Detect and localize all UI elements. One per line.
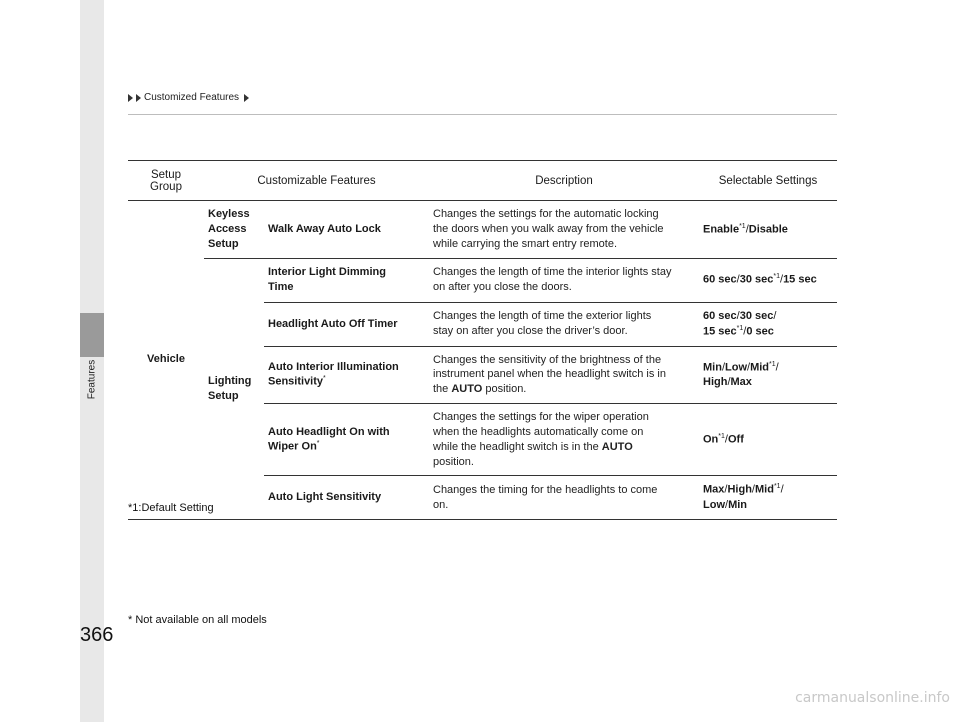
description: Changes the length of time the interior lights stay on after you close the doors. — [429, 258, 699, 302]
arrow-right-icon — [244, 94, 249, 102]
header-divider — [128, 114, 837, 115]
selectable-settings: Enable$^{*1}$/Disable — [699, 201, 837, 259]
group-vehicle: Vehicle — [128, 201, 204, 520]
breadcrumb-section[interactable]: Customized Features — [144, 92, 240, 103]
side-tab-label-wrap — [80, 0, 104, 722]
header-selectable-settings: Selectable Settings — [699, 161, 837, 201]
arrow-right-icon — [128, 94, 133, 102]
customized-features-table — [128, 160, 837, 520]
breadcrumb — [128, 92, 250, 103]
watermark: carmanualsonline.info — [795, 690, 950, 706]
selectable-settings: 60 sec/30 $\sec^{*1}/15$ sec — [699, 258, 837, 302]
description: Changes the length of time the exterior lights stay on after you close the driver’s door. — [429, 302, 699, 346]
subgroup-lighting-setup: Lighting Setup — [204, 258, 264, 519]
selectable-settings: Min/Low/Mid$^{*1}$/ High/Max — [699, 346, 837, 404]
feature-auto-light-sensitivity: Auto Light Sensitivity — [264, 476, 429, 519]
feature-walk-away-auto-lock: Walk Away Auto Lock — [264, 201, 429, 259]
feature-interior-light-dimming-time: Interior Light Dimming Time — [264, 258, 429, 302]
feature-auto-headlight-on-with-wiper-on: Auto Headlight On with Wiper On* — [264, 404, 429, 476]
selectable-settings: On$^{*1}$/Off — [699, 404, 837, 476]
feature-headlight-auto-off-timer: Headlight Auto Off Timer — [264, 302, 429, 346]
side-tab-label: Features — [86, 359, 98, 400]
description: Changes the sensitivity of the brightness of the instrument panel when the headlight switch is in the AUTO position. — [429, 346, 699, 404]
table-row — [128, 201, 837, 259]
description: Changes the timing for the headlights to come on. — [429, 476, 699, 519]
page-number: 366 — [80, 624, 114, 646]
arrow-right-icon — [136, 94, 141, 102]
selectable-settings: 60 sec/30 sec/ 15 $\sec^{*1}/0$ sec — [699, 302, 837, 346]
model-availability-note: * Not available on all models — [128, 614, 267, 626]
subgroup-keyless-access-setup: Keyless Access Setup — [204, 201, 264, 259]
table-header-row — [128, 161, 837, 201]
feature-auto-interior-illumination-sensitivity: Auto Interior Illumination Sensitivity* — [264, 346, 429, 404]
header-description: Description — [429, 161, 699, 201]
table-row — [128, 258, 837, 302]
description: Changes the settings for the automatic locking the doors when you walk away from the vehicle while carrying the smart entry remote. — [429, 201, 699, 259]
selectable-settings: Max/High/Mid$^{*1}$/ Low/Min — [699, 476, 837, 519]
default-setting-note: *1:Default Setting — [128, 502, 214, 514]
header-setup-group: Setup Group — [128, 161, 204, 201]
description: Changes the settings for the wiper operation when the headlights automatically come on while the headlight switch is in the AUTO position. — [429, 404, 699, 476]
header-customizable-features: Customizable Features — [204, 161, 429, 201]
